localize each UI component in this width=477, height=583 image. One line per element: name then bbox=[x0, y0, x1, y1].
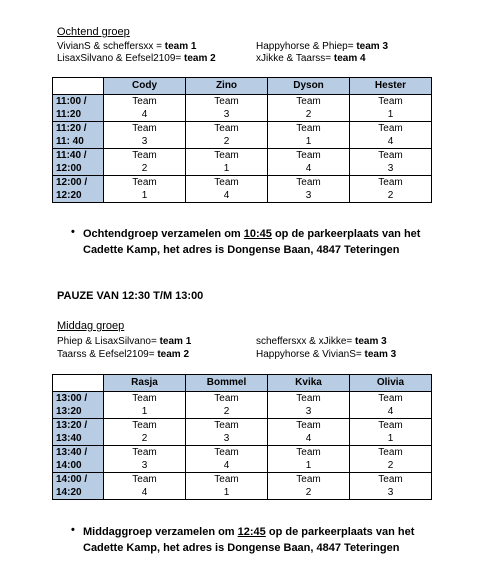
table-cell: Team 2 bbox=[186, 392, 268, 419]
table-cell: Team 4 bbox=[104, 95, 186, 122]
table-corner-cell bbox=[53, 78, 104, 95]
time-slot: 14:00 / 14:20 bbox=[53, 473, 104, 500]
table-cell: Team 1 bbox=[268, 446, 350, 473]
bullet-icon: • bbox=[71, 226, 75, 238]
column-header: Dyson bbox=[268, 78, 350, 95]
table-cell: Team 1 bbox=[350, 419, 432, 446]
table-cell: Team 4 bbox=[104, 473, 186, 500]
time-slot: 11:20 / 11: 40 bbox=[53, 122, 104, 149]
afternoon-meeting-note: Middaggroep verzamelen om 12:45 op de parkeerplaats van het Cadette Kamp, het adres is Dongense Baan, 4847 Teteringen bbox=[83, 526, 415, 554]
table-cell: Team 1 bbox=[268, 122, 350, 149]
morning-group-title: Ochtend groep bbox=[57, 26, 130, 38]
time-slot: 12:00 / 12:20 bbox=[53, 176, 104, 203]
table-cell: Team 3 bbox=[268, 176, 350, 203]
pause-heading: PAUZE VAN 12:30 T/M 13:00 bbox=[57, 290, 204, 302]
column-header: Hester bbox=[350, 78, 432, 95]
table-cell: Team 3 bbox=[104, 446, 186, 473]
table-row bbox=[53, 419, 432, 446]
morning-schedule-table bbox=[52, 77, 432, 203]
table-row bbox=[53, 392, 432, 419]
table-cell: Team 4 bbox=[350, 122, 432, 149]
table-cell: Team 2 bbox=[350, 446, 432, 473]
table-row bbox=[53, 176, 432, 203]
table-cell: Team 2 bbox=[186, 122, 268, 149]
morning-pair-2: Happyhorse & Phiep= team 3 bbox=[256, 41, 389, 52]
table-cell: Team 1 bbox=[350, 95, 432, 122]
table-cell: Team 1 bbox=[104, 176, 186, 203]
table-cell: Team 3 bbox=[186, 419, 268, 446]
table-cell: Team 2 bbox=[104, 419, 186, 446]
table-cell: Team 1 bbox=[186, 473, 268, 500]
column-header: Kvika bbox=[268, 375, 350, 392]
table-row bbox=[53, 122, 432, 149]
time-slot: 13:20 / 13:40 bbox=[53, 419, 104, 446]
afternoon-group-title: Middag groep bbox=[57, 320, 125, 332]
table-cell: Team 1 bbox=[104, 392, 186, 419]
afternoon-pair-4: Happyhorse & VivianS= team 3 bbox=[256, 349, 397, 360]
table-cell: Team 2 bbox=[268, 95, 350, 122]
morning-pair-1: VivianS & scheffersxx = team 1 bbox=[57, 41, 197, 52]
table-cell: Team 3 bbox=[104, 122, 186, 149]
time-slot: 13:40 / 14:00 bbox=[53, 446, 104, 473]
table-header-row bbox=[53, 78, 432, 95]
morning-pair-3: LisaxSilvano & Eefsel2109= team 2 bbox=[57, 53, 216, 64]
table-cell: Team 4 bbox=[350, 392, 432, 419]
table-cell: Team 3 bbox=[268, 392, 350, 419]
table-cell: Team 2 bbox=[268, 473, 350, 500]
table-row bbox=[53, 149, 432, 176]
table-cell: Team 4 bbox=[268, 419, 350, 446]
table-cell: Team 2 bbox=[350, 176, 432, 203]
table-cell: Team 4 bbox=[186, 176, 268, 203]
column-header: Cody bbox=[104, 78, 186, 95]
afternoon-pair-2: scheffersxx & xJikke= team 3 bbox=[256, 336, 387, 347]
afternoon-pair-3: Taarss & Eefsel2109= team 2 bbox=[57, 349, 190, 360]
afternoon-schedule-table bbox=[52, 374, 432, 500]
column-header: Rasja bbox=[104, 375, 186, 392]
afternoon-pair-1: Phiep & LisaxSilvano= team 1 bbox=[57, 336, 192, 347]
table-header-row bbox=[53, 375, 432, 392]
bullet-icon: • bbox=[71, 524, 75, 536]
table-row bbox=[53, 95, 432, 122]
table-row bbox=[53, 446, 432, 473]
morning-pair-4: xJikke & Taarss= team 4 bbox=[256, 53, 366, 64]
time-slot: 13:00 / 13:20 bbox=[53, 392, 104, 419]
time-slot: 11:40 / 12:00 bbox=[53, 149, 104, 176]
table-cell: Team 4 bbox=[186, 446, 268, 473]
table-corner-cell bbox=[53, 375, 104, 392]
column-header: Olivia bbox=[350, 375, 432, 392]
morning-meeting-note: Ochtendgroep verzamelen om 10:45 op de parkeerplaats van het Cadette Kamp, het adres is Dongense Baan, 4847 Teteringen bbox=[83, 228, 421, 256]
time-slot: 11:00 / 11:20 bbox=[53, 95, 104, 122]
table-cell: Team 2 bbox=[104, 149, 186, 176]
table-cell: Team 1 bbox=[186, 149, 268, 176]
table-cell: Team 3 bbox=[186, 95, 268, 122]
column-header: Bommel bbox=[186, 375, 268, 392]
table-cell: Team 4 bbox=[268, 149, 350, 176]
table-cell: Team 3 bbox=[350, 149, 432, 176]
column-header: Zino bbox=[186, 78, 268, 95]
table-row bbox=[53, 473, 432, 500]
table-cell: Team 3 bbox=[350, 473, 432, 500]
